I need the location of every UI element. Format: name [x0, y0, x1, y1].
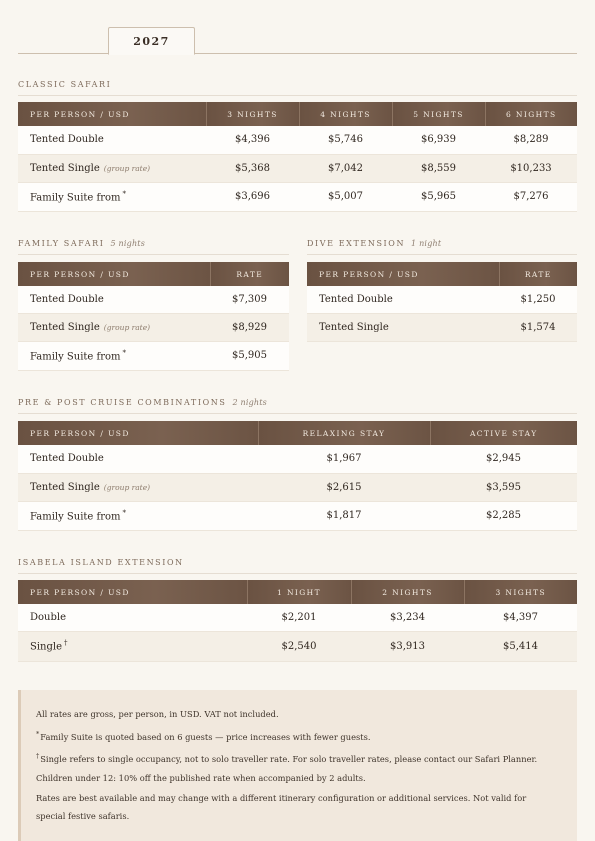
price-cell: $5,746	[299, 126, 392, 154]
room-type: Tented Single	[30, 321, 100, 333]
row-label	[18, 126, 206, 154]
row-label	[18, 501, 258, 530]
price-cell: $1,817	[258, 501, 430, 530]
room-type: Family Suite from	[30, 511, 121, 523]
price-cell: $8,289	[485, 126, 577, 154]
price-cell: $2,285	[430, 501, 577, 530]
room-type: Double	[30, 611, 66, 623]
row-label	[18, 631, 247, 661]
table-row	[18, 341, 289, 370]
room-type: Tented Double	[30, 293, 104, 305]
price-cell: $6,939	[392, 126, 485, 154]
table-row	[18, 154, 577, 182]
price-cell: $5,414	[464, 631, 577, 661]
column-header-label: PER PERSON / USD	[18, 262, 210, 286]
room-type: Tented Double	[30, 453, 104, 465]
isabela-extension-table	[18, 580, 577, 662]
price-cell: $1,574	[499, 313, 577, 341]
row-label	[18, 341, 210, 370]
classic-safari-table	[18, 102, 577, 212]
header-row	[18, 580, 577, 604]
price-cell: $8,559	[392, 154, 485, 182]
column-header-label: PER PERSON / USD	[307, 262, 499, 286]
room-type: Tented Single	[30, 481, 100, 493]
column-header: RATE	[499, 262, 577, 286]
price-cell: $8,929	[210, 313, 289, 341]
price-cell: $5,965	[392, 182, 485, 211]
tab-2027[interactable]: 2027	[108, 27, 195, 55]
table-row	[18, 313, 289, 341]
header-row	[307, 262, 577, 286]
price-cell: $7,276	[485, 182, 577, 211]
table-row	[307, 286, 577, 313]
column-header: 6 NIGHTS	[485, 102, 577, 126]
row-label	[18, 313, 210, 341]
header-row	[18, 102, 577, 126]
room-type: Family Suite from	[30, 351, 121, 363]
price-cell: $3,913	[351, 631, 464, 661]
note-family-suite: *Family Suite is quoted based on 6 guests — price increases with fewer guests.	[36, 729, 371, 742]
column-header: 1 NIGHT	[247, 580, 351, 604]
column-header-label: PER PERSON / USD	[18, 421, 258, 445]
price-cell: $2,615	[258, 473, 430, 501]
column-header: ACTIVE STAY	[430, 421, 577, 445]
rate-note: (group rate)	[103, 163, 151, 173]
section-title: PRE & POST CRUISE COMBINATIONS	[18, 398, 227, 407]
footnote-mark: *	[122, 508, 127, 517]
price-cell: $4,396	[206, 126, 299, 154]
table-row	[18, 501, 577, 530]
room-type: Single	[30, 641, 63, 653]
year-tab-bar	[18, 27, 577, 54]
note-single-occupancy: †Single refers to single occupancy, not to solo traveller rate. For solo traveller rates, please contact our Safari Planner.	[36, 751, 538, 764]
price-cell: $3,234	[351, 604, 464, 631]
price-cell: $5,905	[210, 341, 289, 370]
footnote-mark: *	[122, 189, 127, 198]
table-row	[18, 445, 577, 473]
row-label	[18, 182, 206, 211]
header-row	[18, 421, 577, 445]
row-label	[307, 286, 499, 313]
column-header-label: PER PERSON / USD	[18, 580, 247, 604]
room-type: Tented Double	[30, 134, 104, 146]
table-row	[18, 126, 577, 154]
price-cell: $5,007	[299, 182, 392, 211]
rate-note: (group rate)	[103, 322, 151, 332]
header-row	[18, 262, 289, 286]
note-rate-validity: Rates are best available and may change with a different itinerary configuration or additional services. Not valid for special festive safaris.	[36, 792, 527, 821]
room-type: Tented Single	[319, 321, 389, 333]
row-label	[18, 445, 258, 473]
note-children-discount: Children under 12: 10% off the published rate when accompanied by 2 adults.	[36, 773, 366, 784]
dive-extension-heading	[307, 239, 577, 255]
section-title: DIVE EXTENSION	[307, 239, 406, 248]
row-label	[18, 604, 247, 631]
family-safari-table	[18, 262, 289, 371]
dagger-mark: †	[36, 751, 40, 760]
tab-divider	[18, 53, 577, 54]
price-cell: $2,945	[430, 445, 577, 473]
section-subtitle: 1 night	[411, 239, 442, 248]
price-cell: $3,595	[430, 473, 577, 501]
column-header-label: PER PERSON / USD	[18, 102, 206, 126]
classic-safari-heading	[18, 80, 577, 96]
asterisk-mark: *	[36, 729, 40, 738]
cruise-combinations-heading	[18, 398, 577, 414]
table-row	[307, 313, 577, 341]
price-cell: $1,250	[499, 286, 577, 313]
dive-extension-table	[307, 262, 577, 342]
price-cell: $5,368	[206, 154, 299, 182]
column-header: RELAXING STAY	[258, 421, 430, 445]
note-gross-rates: All rates are gross, per person, in USD. VAT not included.	[36, 709, 279, 719]
column-header: 3 NIGHTS	[206, 102, 299, 126]
price-cell: $2,201	[247, 604, 351, 631]
rate-note: (group rate)	[103, 482, 151, 492]
row-label	[18, 154, 206, 182]
section-subtitle: 2 nights	[232, 398, 267, 407]
section-title: CLASSIC SAFARI	[18, 80, 112, 89]
cruise-combinations-table	[18, 421, 577, 531]
price-cell: $3,696	[206, 182, 299, 211]
room-type: Family Suite from	[30, 192, 121, 204]
table-row	[18, 286, 289, 313]
section-title: FAMILY SAFARI	[18, 239, 105, 248]
table-row	[18, 631, 577, 661]
section-subtitle: 5 nights	[110, 239, 146, 248]
price-cell: $1,967	[258, 445, 430, 473]
isabela-extension-heading	[18, 558, 577, 574]
row-label	[18, 286, 210, 313]
price-cell: $2,540	[247, 631, 351, 661]
footnote-mark: *	[122, 348, 127, 357]
price-cell: $10,233	[485, 154, 577, 182]
column-header: RATE	[210, 262, 289, 286]
rate-notes-box	[18, 690, 577, 841]
price-cell: $7,042	[299, 154, 392, 182]
price-cell: $7,309	[210, 286, 289, 313]
room-type: Tented Single	[30, 162, 100, 174]
table-row	[18, 473, 577, 501]
table-row	[18, 182, 577, 211]
column-header: 4 NIGHTS	[299, 102, 392, 126]
footnote-mark: †	[64, 639, 68, 648]
table-row	[18, 604, 577, 631]
section-title: ISABELA ISLAND EXTENSION	[18, 558, 184, 567]
room-type: Tented Double	[319, 293, 393, 305]
row-label	[18, 473, 258, 501]
column-header: 2 NIGHTS	[351, 580, 464, 604]
row-label	[307, 313, 499, 341]
column-header: 5 NIGHTS	[392, 102, 485, 126]
column-header: 3 NIGHTS	[464, 580, 577, 604]
family-safari-heading	[18, 239, 289, 255]
price-cell: $4,397	[464, 604, 577, 631]
